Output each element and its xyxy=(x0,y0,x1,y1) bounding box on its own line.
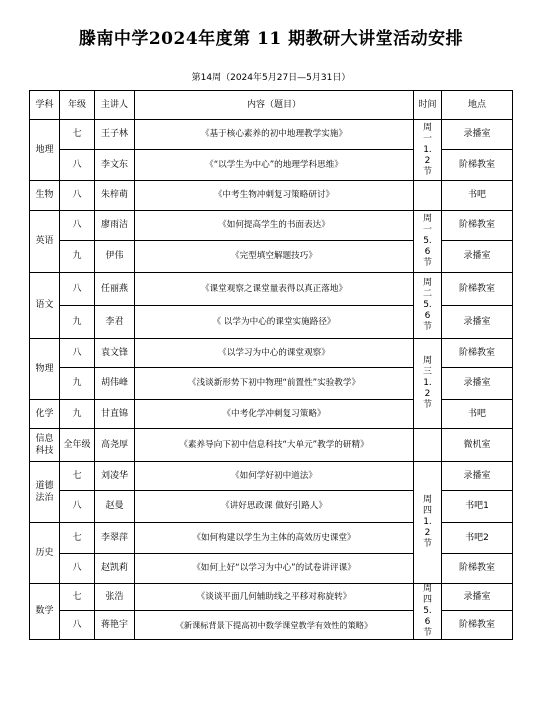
speaker-cell: 李君 xyxy=(95,306,135,339)
speaker-cell: 刘凌华 xyxy=(95,462,135,491)
grade-cell: 九 xyxy=(60,306,95,339)
place-cell: 阶梯教室 xyxy=(442,611,513,640)
content-cell: 《 以学为中心的课堂实施路径》 xyxy=(135,306,414,339)
header-content: 内容（题目） xyxy=(135,91,414,120)
week-subtitle: 第14周（2024年5月27日—5月31日） xyxy=(191,73,351,83)
time-cell: 周二5.6节 xyxy=(414,273,442,339)
speaker-cell: 甘直锦 xyxy=(95,400,135,429)
grade-cell: 八 xyxy=(60,181,95,211)
speaker-cell: 伊伟 xyxy=(95,241,135,273)
header-row xyxy=(30,91,513,120)
place-cell: 录播室 xyxy=(442,241,513,273)
content-cell: 《如何上好“以学习为中心”的试卷讲评课》 xyxy=(135,554,414,584)
place-cell: 书吧 xyxy=(442,400,513,429)
place-cell: 阶梯教室 xyxy=(442,273,513,306)
place-cell: 微机室 xyxy=(442,429,513,462)
subject-cell: 数学 xyxy=(30,584,60,640)
content-cell: 《如何构建以学生为主体的高效历史课堂》 xyxy=(135,523,414,554)
speaker-cell: 蒋艳宇 xyxy=(95,611,135,640)
place-cell: 录播室 xyxy=(442,306,513,339)
grade-cell: 八 xyxy=(60,211,95,241)
time-cell-empty xyxy=(414,429,442,462)
place-cell: 录播室 xyxy=(442,368,513,400)
place-cell: 阶梯教室 xyxy=(442,211,513,241)
content-cell: 《如何提高学生的书面表达》 xyxy=(135,211,414,241)
header-subject: 学科 xyxy=(30,91,60,120)
time-cell: 周四1.2节 xyxy=(414,462,442,584)
grade-cell: 七 xyxy=(60,462,95,491)
speaker-cell: 高尧厚 xyxy=(95,429,135,462)
grade-cell: 七 xyxy=(60,120,95,150)
header-place: 地点 xyxy=(442,91,513,120)
table-row xyxy=(30,429,513,462)
table-row xyxy=(30,273,513,306)
header-speaker: 主讲人 xyxy=(95,91,135,120)
content-cell: 《课堂观察之课堂量表得以真正落地》 xyxy=(135,273,414,306)
subject-cell: 生物 xyxy=(30,181,60,211)
page-title: 滕南中学2024年度第 11 期教研大讲堂活动安排 xyxy=(78,29,464,49)
content-cell: 《“以学生为中心”的地理学科思维》 xyxy=(135,150,414,181)
speaker-cell: 任丽燕 xyxy=(95,273,135,306)
grade-cell: 八 xyxy=(60,611,95,640)
table-row xyxy=(30,462,513,491)
content-cell: 《谈谈平面几何辅助线之平移对称旋转》 xyxy=(135,584,414,611)
grade-cell: 八 xyxy=(60,491,95,523)
content-cell: 《中考生物冲刺复习策略研讨》 xyxy=(135,181,414,211)
table-row xyxy=(30,584,513,611)
grade-cell: 八 xyxy=(60,273,95,306)
time-cell: 周四5.6节 xyxy=(414,584,442,640)
place-cell: 录播室 xyxy=(442,120,513,150)
content-cell: 《中考化学冲刺复习策略》 xyxy=(135,400,414,429)
speaker-cell: 李翠萍 xyxy=(95,523,135,554)
subject-cell: 地理 xyxy=(30,120,60,181)
time-cell: 周一1.2节 xyxy=(414,120,442,181)
subject-cell: 信息科技 xyxy=(30,429,60,462)
table-row xyxy=(30,120,513,150)
subject-cell: 物理 xyxy=(30,339,60,400)
subject-cell: 历史 xyxy=(30,523,60,584)
subject-cell: 道德法治 xyxy=(30,462,60,523)
header-grade: 年级 xyxy=(60,91,95,120)
grade-cell: 九 xyxy=(60,368,95,400)
table-row xyxy=(30,339,513,368)
subject-cell: 语文 xyxy=(30,273,60,339)
content-cell: 《基于核心素养的初中地理教学实施》 xyxy=(135,120,414,150)
grade-cell: 九 xyxy=(60,400,95,429)
place-cell: 阶梯教室 xyxy=(442,554,513,584)
speaker-cell: 张浩 xyxy=(95,584,135,611)
time-cell: 周三1.2节 xyxy=(414,339,442,429)
place-cell: 阶梯教室 xyxy=(442,150,513,181)
speaker-cell: 赵曼 xyxy=(95,491,135,523)
place-cell: 书吧 xyxy=(442,181,513,211)
content-cell: 《讲好思政课 做好引路人》 xyxy=(135,491,414,523)
grade-cell: 七 xyxy=(60,523,95,554)
content-cell: 《完型填空解题技巧》 xyxy=(135,241,414,273)
grade-cell: 八 xyxy=(60,554,95,584)
speaker-cell: 朱梓萌 xyxy=(95,181,135,211)
speaker-cell: 袁文锋 xyxy=(95,339,135,368)
grade-cell: 全年级 xyxy=(60,429,95,462)
place-cell: 录播室 xyxy=(442,462,513,491)
grade-cell: 八 xyxy=(60,339,95,368)
content-cell: 《以学习为中心的课堂观察》 xyxy=(135,339,414,368)
speaker-cell: 胡伟峰 xyxy=(95,368,135,400)
content-cell: 《浅谈新形势下初中物理“前置性”实验教学》 xyxy=(135,368,414,400)
speaker-cell: 王子林 xyxy=(95,120,135,150)
subject-cell: 英语 xyxy=(30,211,60,273)
place-cell: 阶梯教室 xyxy=(442,339,513,368)
place-cell: 书吧2 xyxy=(442,523,513,554)
speaker-cell: 廖雨洁 xyxy=(95,211,135,241)
grade-cell: 九 xyxy=(60,241,95,273)
content-cell: 《新课标背景下提高初中数学课堂教学有效性的策略》 xyxy=(135,611,414,640)
time-cell-empty xyxy=(414,181,442,211)
header-time: 时间 xyxy=(414,91,442,120)
place-cell: 录播室 xyxy=(442,584,513,611)
grade-cell: 七 xyxy=(60,584,95,611)
table-row xyxy=(30,181,513,211)
grade-cell: 八 xyxy=(60,150,95,181)
content-cell: 《素养导向下初中信息科技“大单元”教学的研精》 xyxy=(135,429,414,462)
speaker-cell: 赵凯莉 xyxy=(95,554,135,584)
content-cell: 《如何学好初中道法》 xyxy=(135,462,414,491)
speaker-cell: 李文东 xyxy=(95,150,135,181)
time-cell: 周一5.6节 xyxy=(414,211,442,273)
schedule-table xyxy=(29,90,513,640)
subject-cell: 化学 xyxy=(30,400,60,429)
table-row xyxy=(30,211,513,241)
place-cell: 书吧1 xyxy=(442,491,513,523)
